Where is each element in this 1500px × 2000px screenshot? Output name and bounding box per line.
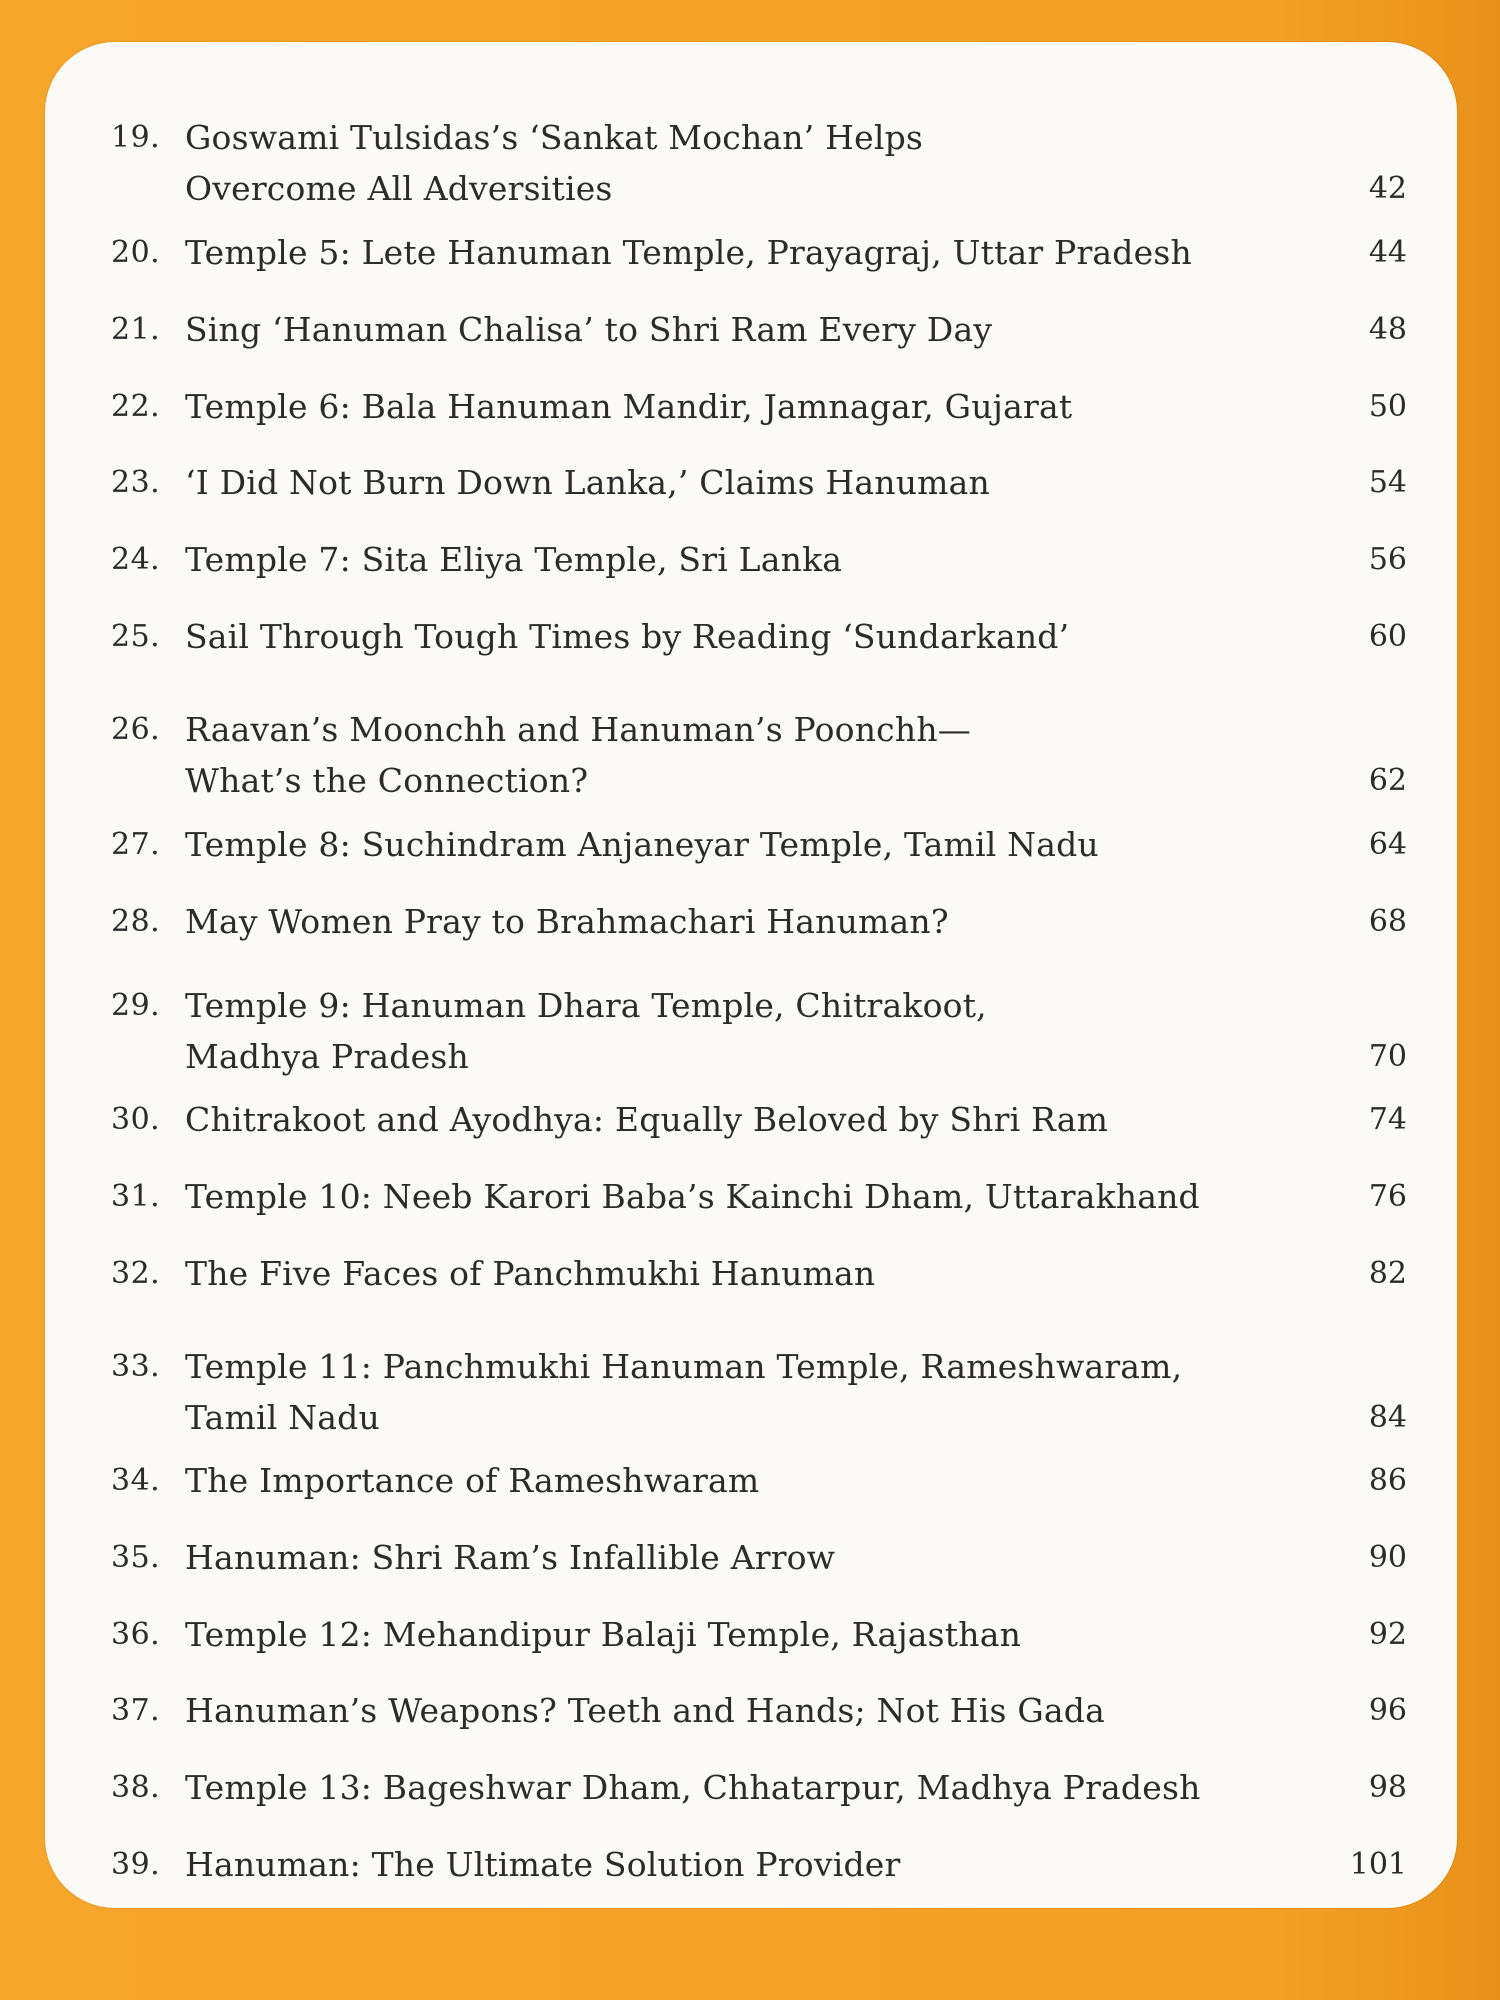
entry-title-line: Overcome All Adversities bbox=[185, 169, 613, 208]
entry-title-line: Hanuman: Shri Ram’s Infallible Arrow bbox=[185, 1538, 836, 1577]
entry-title bbox=[185, 1341, 1265, 1443]
entry-number: 27. bbox=[111, 827, 161, 862]
toc-entry bbox=[45, 534, 1457, 585]
toc-entry bbox=[45, 1341, 1457, 1443]
toc-entry bbox=[45, 457, 1457, 508]
entry-title-line: The Importance of Rameshwaram bbox=[185, 1461, 760, 1500]
entry-page-number: 68 bbox=[1368, 904, 1407, 939]
entry-title-line: The Five Faces of Panchmukhi Hanuman bbox=[185, 1254, 876, 1293]
entry-page-number: 64 bbox=[1368, 827, 1407, 862]
entry-title-line: Sing ‘Hanuman Chalisa’ to Shri Ram Every Day bbox=[185, 310, 993, 349]
entry-title-line: Temple 12: Mehandipur Balaji Temple, Rajasthan bbox=[185, 1615, 1022, 1654]
toc-entry bbox=[45, 1839, 1457, 1890]
entry-title bbox=[185, 534, 1265, 585]
toc-entry bbox=[45, 611, 1457, 662]
toc-entry bbox=[45, 112, 1457, 214]
entry-number: 19. bbox=[111, 120, 161, 155]
entry-page-number: 60 bbox=[1368, 619, 1407, 654]
entry-title bbox=[185, 896, 1265, 947]
entry-number: 22. bbox=[111, 389, 161, 424]
entry-page-number: 92 bbox=[1368, 1617, 1407, 1652]
toc-entry bbox=[45, 1762, 1457, 1813]
entry-number: 37. bbox=[111, 1693, 161, 1728]
toc-entry bbox=[45, 1532, 1457, 1583]
entry-title-line: Sail Through Tough Times by Reading ‘Sundarkand’ bbox=[185, 617, 1070, 656]
entry-number: 36. bbox=[111, 1617, 161, 1652]
entry-page-number: 101 bbox=[1349, 1847, 1407, 1882]
entry-page-number: 76 bbox=[1368, 1179, 1407, 1214]
entry-number: 33. bbox=[111, 1349, 161, 1384]
entry-number: 32. bbox=[111, 1256, 161, 1291]
entry-title bbox=[185, 381, 1265, 432]
entry-title-line: Temple 13: Bageshwar Dham, Chhatarpur, Madhya Pradesh bbox=[185, 1768, 1201, 1807]
entry-title-line: Hanuman: The Ultimate Solution Provider bbox=[185, 1845, 901, 1884]
entry-page-number: 90 bbox=[1368, 1540, 1407, 1575]
entry-number: 20. bbox=[111, 235, 161, 270]
toc-entry bbox=[45, 1455, 1457, 1506]
entry-title bbox=[185, 1609, 1265, 1660]
entry-page-number: 96 bbox=[1368, 1693, 1407, 1728]
entry-title bbox=[185, 457, 1265, 508]
entry-title-line: ‘I Did Not Burn Down Lanka,’ Claims Hanuman bbox=[185, 463, 990, 502]
entry-number: 39. bbox=[111, 1847, 161, 1882]
entry-title bbox=[185, 112, 1265, 214]
entry-title bbox=[185, 980, 1265, 1082]
table-of-contents bbox=[45, 42, 1457, 1908]
entry-number: 24. bbox=[111, 542, 161, 577]
toc-entry bbox=[45, 304, 1457, 355]
entry-page-number: 50 bbox=[1368, 389, 1407, 424]
entry-page-number: 74 bbox=[1368, 1102, 1407, 1137]
entry-title-line: Goswami Tulsidas’s ‘Sankat Mochan’ Helps bbox=[185, 118, 924, 157]
entry-number: 21. bbox=[111, 312, 161, 347]
entry-page-number: 62 bbox=[1368, 763, 1407, 798]
entry-page-number: 44 bbox=[1368, 235, 1407, 270]
entry-title-line: Temple 6: Bala Hanuman Mandir, Jamnagar, Gujarat bbox=[185, 387, 1073, 426]
entry-title bbox=[185, 304, 1265, 355]
entry-number: 31. bbox=[111, 1179, 161, 1214]
contents-page bbox=[45, 42, 1457, 1908]
entry-title bbox=[185, 227, 1265, 278]
toc-entry bbox=[45, 227, 1457, 278]
entry-title bbox=[185, 1762, 1265, 1813]
entry-title bbox=[185, 1094, 1265, 1145]
entry-page-number: 98 bbox=[1368, 1770, 1407, 1805]
toc-entry bbox=[45, 381, 1457, 432]
entry-title bbox=[185, 1685, 1265, 1736]
entry-title-line: Tamil Nadu bbox=[185, 1398, 380, 1437]
entry-page-number: 42 bbox=[1368, 171, 1407, 206]
entry-page-number: 48 bbox=[1368, 312, 1407, 347]
entry-title-line: Temple 5: Lete Hanuman Temple, Prayagraj, Uttar Pradesh bbox=[185, 233, 1192, 272]
entry-title bbox=[185, 1455, 1265, 1506]
entry-title bbox=[185, 1532, 1265, 1583]
entry-title bbox=[185, 704, 1265, 806]
entry-title-line: Temple 9: Hanuman Dhara Temple, Chitrakoot, bbox=[185, 986, 987, 1025]
entry-title bbox=[185, 819, 1265, 870]
entry-title-line: What’s the Connection? bbox=[185, 761, 589, 800]
entry-title-line: Chitrakoot and Ayodhya: Equally Beloved by Shri Ram bbox=[185, 1100, 1109, 1139]
entry-title bbox=[185, 1171, 1265, 1222]
entry-title-line: Temple 8: Suchindram Anjaneyar Temple, Tamil Nadu bbox=[185, 825, 1099, 864]
toc-entry bbox=[45, 1609, 1457, 1660]
entry-title-line: Madhya Pradesh bbox=[185, 1037, 469, 1076]
toc-entry bbox=[45, 1171, 1457, 1222]
entry-page-number: 54 bbox=[1368, 465, 1407, 500]
entry-number: 26. bbox=[111, 712, 161, 747]
toc-entry bbox=[45, 1094, 1457, 1145]
entry-page-number: 82 bbox=[1368, 1256, 1407, 1291]
entry-title-line: Hanuman’s Weapons? Teeth and Hands; Not His Gada bbox=[185, 1691, 1106, 1730]
entry-title-line: Temple 7: Sita Eliya Temple, Sri Lanka bbox=[185, 540, 843, 579]
toc-entry bbox=[45, 980, 1457, 1082]
entry-title-line: Raavan’s Moonchh and Hanuman’s Poonchh— bbox=[185, 710, 971, 749]
entry-number: 28. bbox=[111, 904, 161, 939]
entry-title-line: May Women Pray to Brahmachari Hanuman? bbox=[185, 902, 949, 941]
entry-title bbox=[185, 1248, 1265, 1299]
toc-entry bbox=[45, 1685, 1457, 1736]
entry-page-number: 86 bbox=[1368, 1463, 1407, 1498]
toc-entry bbox=[45, 1248, 1457, 1299]
entry-number: 25. bbox=[111, 619, 161, 654]
entry-title bbox=[185, 611, 1265, 662]
entry-page-number: 56 bbox=[1368, 542, 1407, 577]
entry-number: 29. bbox=[111, 988, 161, 1023]
entry-page-number: 84 bbox=[1368, 1400, 1407, 1435]
entry-number: 34. bbox=[111, 1463, 161, 1498]
entry-title bbox=[185, 1839, 1265, 1890]
entry-number: 35. bbox=[111, 1540, 161, 1575]
entry-number: 38. bbox=[111, 1770, 161, 1805]
entry-number: 23. bbox=[111, 465, 161, 500]
entry-page-number: 70 bbox=[1368, 1039, 1407, 1074]
toc-entry bbox=[45, 896, 1457, 947]
entry-title-line: Temple 11: Panchmukhi Hanuman Temple, Rameshwaram, bbox=[185, 1347, 1183, 1386]
entry-title-line: Temple 10: Neeb Karori Baba’s Kainchi Dham, Uttarakhand bbox=[185, 1177, 1200, 1216]
toc-entry bbox=[45, 819, 1457, 870]
entry-number: 30. bbox=[111, 1102, 161, 1137]
toc-entry bbox=[45, 704, 1457, 806]
